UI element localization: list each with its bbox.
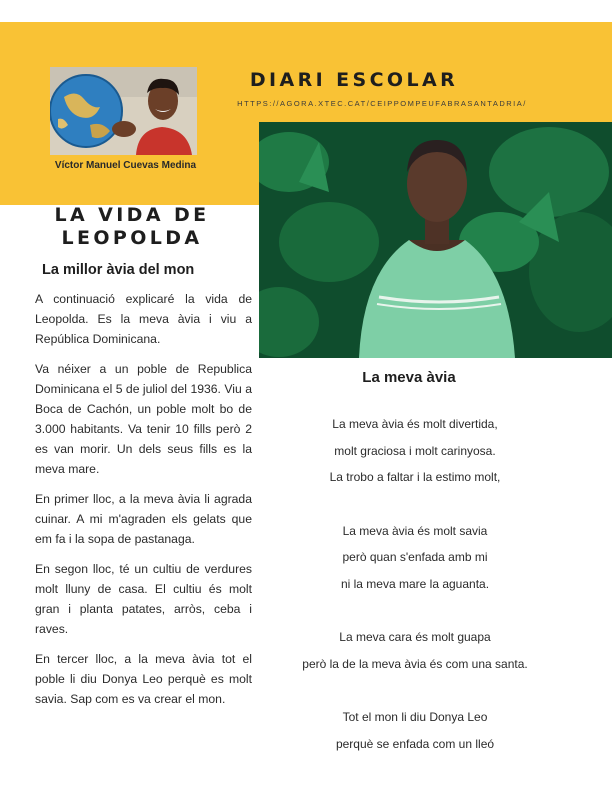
article-title-line-1: LA VIDA DE	[54, 204, 210, 226]
paragraph-4: En segon lloc, té un cultiu de verdures molt lluny de casa. El cultiu és molt gran i planta patates, arròs, ceba i raves.	[35, 562, 252, 636]
poem-line: ni la meva mare la aguanta.	[340, 576, 490, 591]
poem-line: La meva àvia és molt savia	[342, 523, 488, 538]
author-name: Víctor Manuel Cuevas Medina	[54, 160, 197, 171]
paragraph-1: A continuació explicaré la vida de Leopolda. Es la meva àvia i viu a República Dominicana.	[35, 292, 252, 346]
article-title-line-2: LEOPOLDA	[61, 227, 203, 249]
article-title	[32, 204, 232, 250]
poem-stanza-3	[262, 624, 568, 677]
article-subtitle: La millor àvia del mon	[42, 262, 195, 278]
poem-line: Tot el mon li diu Donya Leo	[342, 710, 488, 724]
poem	[262, 411, 568, 784]
poem-line: perquè se enfada com un lleó	[335, 736, 495, 751]
poem-line: però la de la meva àvia és com una santa.	[302, 656, 528, 671]
grandmother-photo	[259, 122, 612, 358]
school-url[interactable]: HTTPS://AGORA.XTEC.CAT/CEIPPOMPEUFABRASANTADRIA/	[237, 99, 527, 108]
poem-stanza-4	[262, 704, 568, 757]
author-photo-image	[50, 67, 197, 155]
poem-title: La meva àvia	[362, 369, 456, 386]
paragraph-3: En primer lloc, a la meva àvia li agrada cuinar. A mi m'agraden els gelats que em fa i la sopa de pastanaga.	[35, 492, 252, 546]
poem-line: La meva cara és molt guapa	[339, 630, 491, 644]
article-body	[35, 289, 252, 719]
paragraph-2: Va néixer a un poble de Republica Dominicana el 5 de juliol del 1936. Viu a Boca de Cachón, un poble molt bo de 3.000 habitants. Va tenir 10 fills però 2 es van morir. Un dels seus fills es la meva mare.	[35, 362, 252, 476]
poem-stanza-2	[262, 518, 568, 598]
grandmother-photo-image	[259, 122, 612, 358]
author-photo	[50, 67, 197, 155]
poem-line: La trobo a faltar i la estimo molt,	[329, 470, 501, 484]
poem-line: però quan s'enfada amb mi	[342, 550, 488, 564]
poem-line: La meva àvia és molt divertida,	[332, 417, 498, 431]
poem-stanza-1	[262, 411, 568, 491]
newspaper-title: DIARI ESCOLAR	[249, 69, 459, 91]
paragraph-5: En tercer lloc, a la meva àvia tot el poble li diu Donya Leo perquè es molt savia. Sap com es va crear el mon.	[35, 652, 252, 706]
poem-line: molt graciosa i molt carinyosa.	[334, 443, 496, 458]
